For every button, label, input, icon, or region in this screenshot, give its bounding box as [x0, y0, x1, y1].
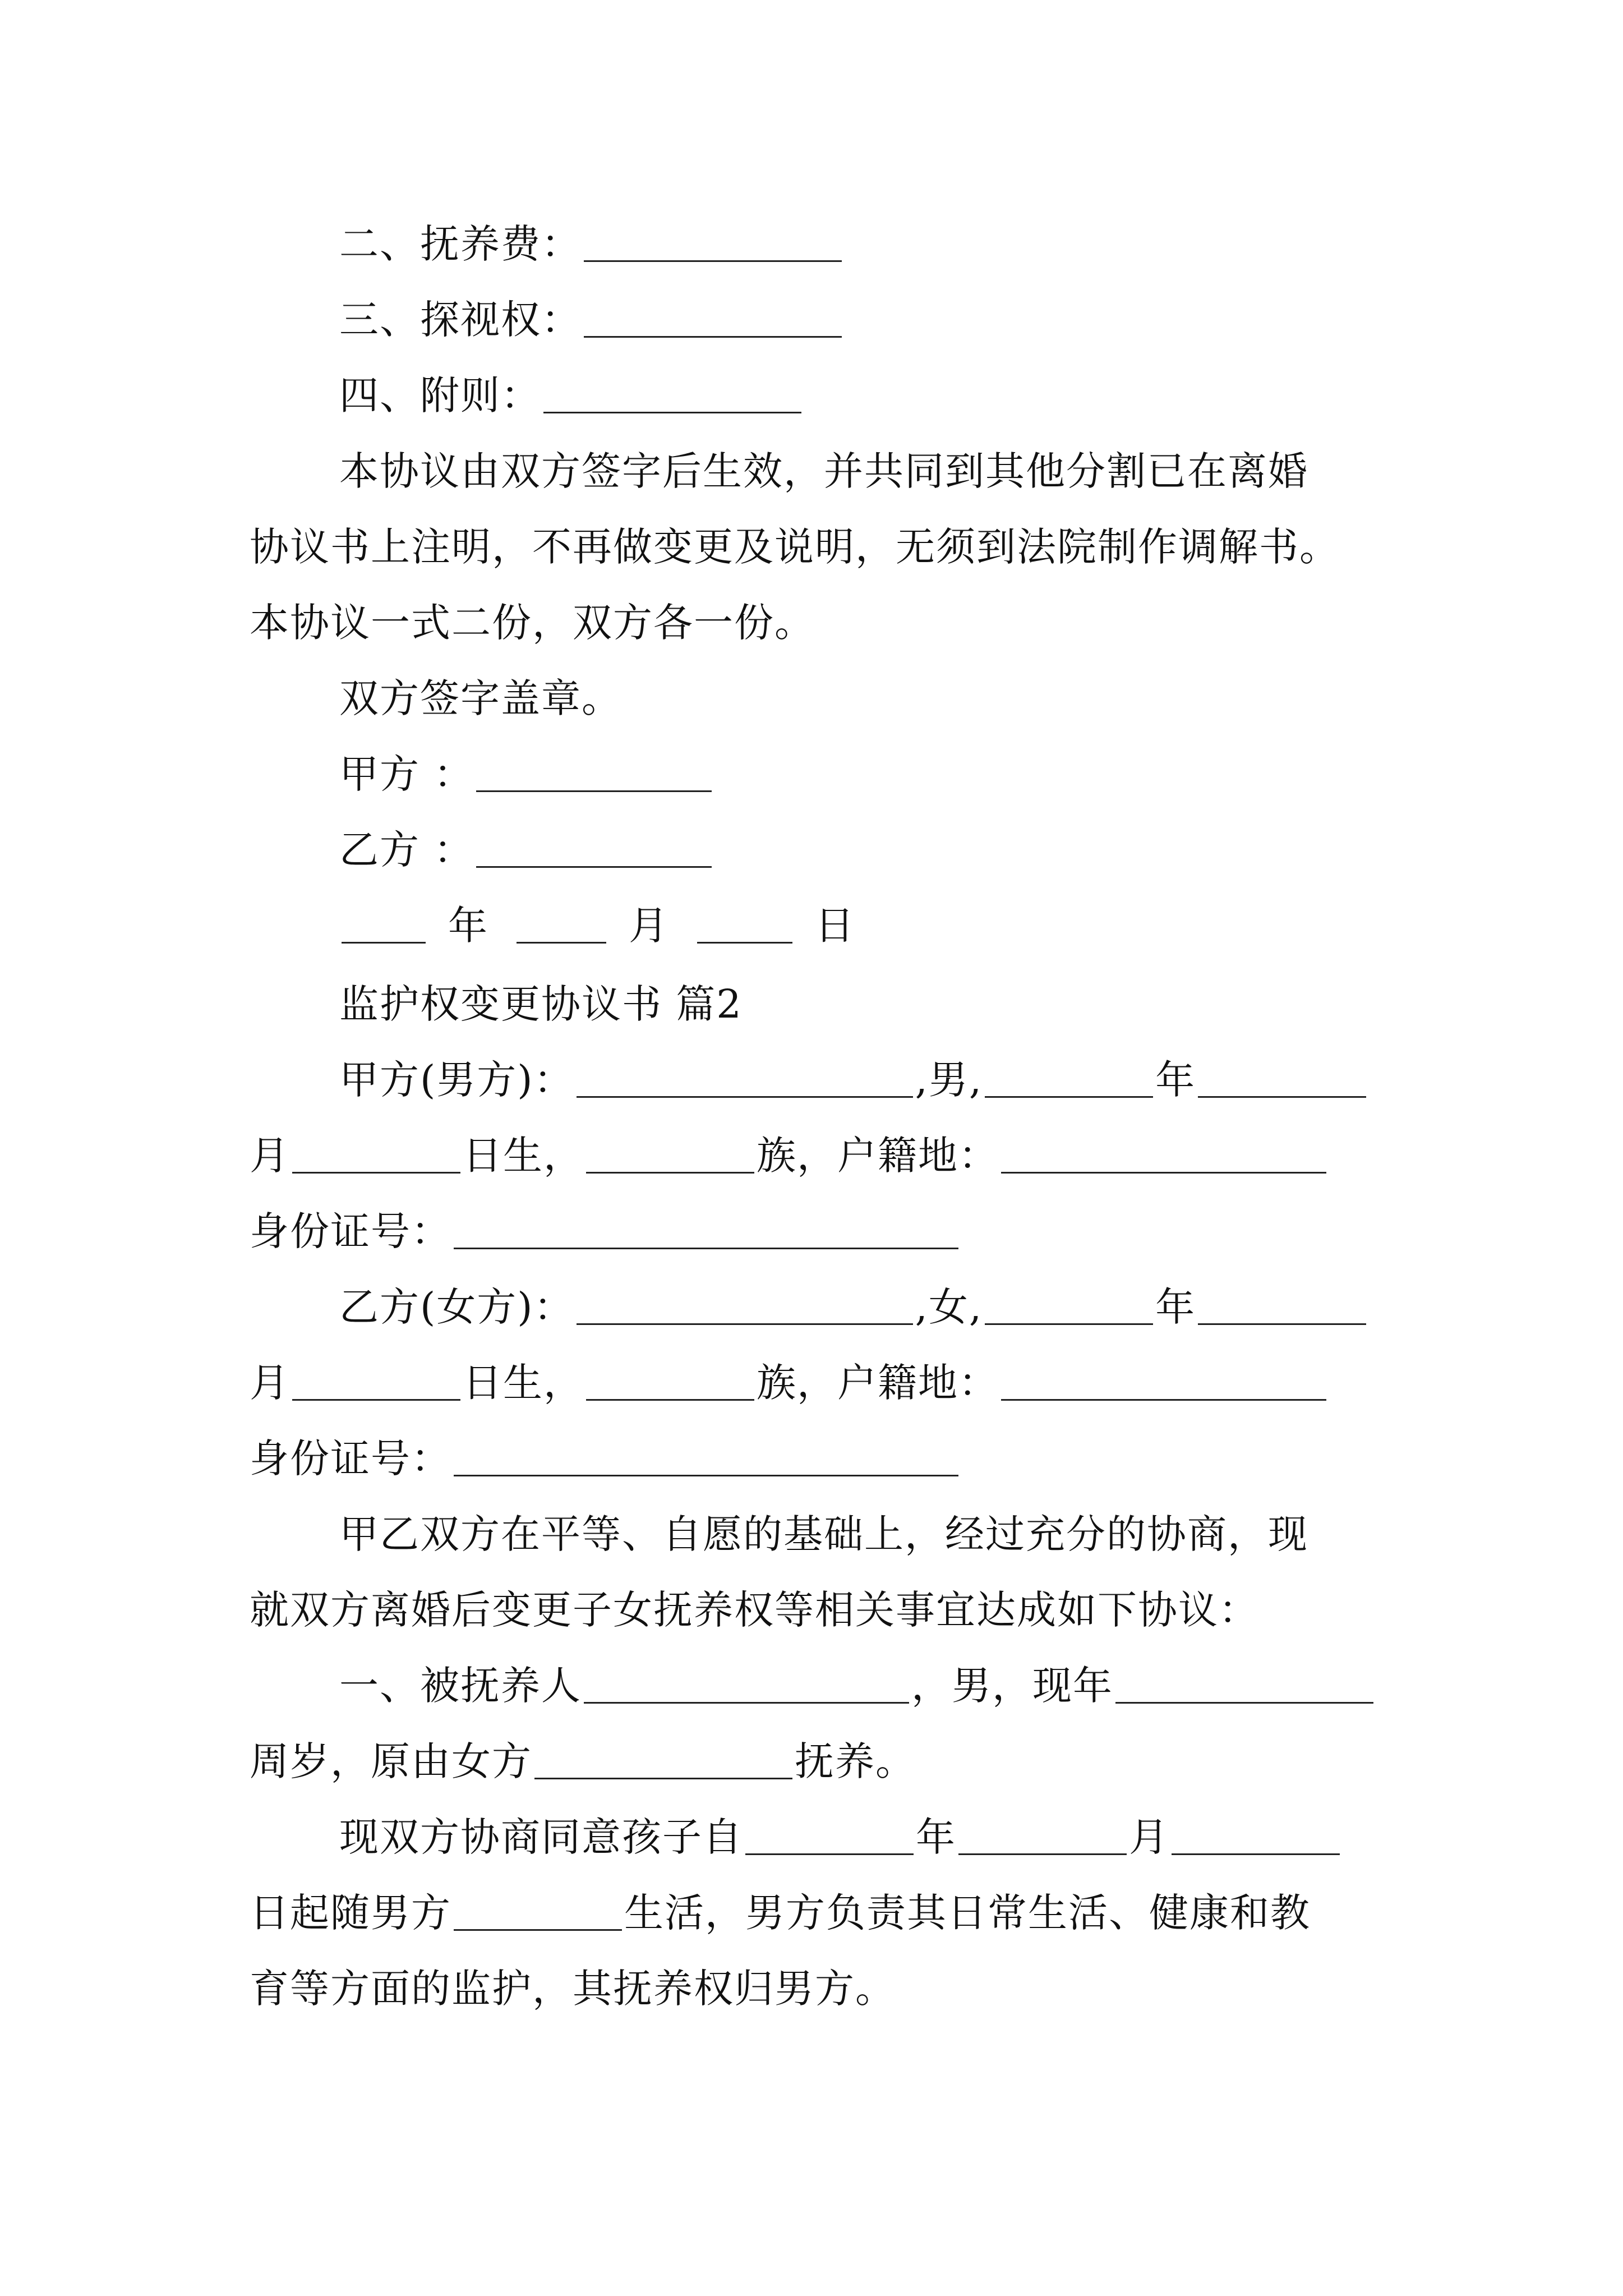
item1-age-label: ，男，现年: [911, 1663, 1113, 1709]
line-party-a: [339, 746, 1388, 802]
man-born-label: 日生，: [463, 1133, 584, 1179]
woman-ethnic-blank: [586, 1365, 754, 1401]
line-woman-id: [250, 1430, 1388, 1487]
woman-name-blank: [577, 1290, 913, 1325]
support-fee-label: 二、抚养费：: [339, 221, 582, 267]
man-residence-blank: [1001, 1138, 1326, 1174]
supplementary-label: 四、附则：: [339, 372, 541, 418]
woman-birth-day-blank: [292, 1365, 460, 1401]
paragraph-effect-line-2: 协议书上注明，不再做变更及说明，无须到法院制作调解书。: [250, 524, 1340, 570]
item1-raised-label: 抚养。: [795, 1738, 916, 1784]
party-b-label: 乙方 ：: [339, 827, 474, 873]
woman-ethnic-label: 族，户籍地：: [757, 1360, 999, 1406]
support-fee-blank: [584, 227, 842, 262]
man-name-blank: [577, 1062, 913, 1098]
line-item-1b: [250, 1733, 1388, 1789]
line-party-b: [339, 822, 1388, 878]
woman-id-label: 身份证号：: [250, 1435, 451, 1481]
visitation-blank: [584, 302, 842, 338]
woman-label: 乙方(女方)：: [339, 1284, 574, 1330]
paragraph-effect-line-3: 本协议一式二份，双方各一份。: [250, 600, 815, 646]
line-man-info-1: [339, 1052, 1388, 1108]
agreement-intro-line-2: 就双方离婚后变更子女抚养权等相关事宜达成如下协议：: [250, 1587, 1259, 1633]
man-birth-day-blank: [292, 1138, 460, 1174]
party-a-label: 甲方 ：: [339, 751, 474, 797]
man-id-blank: [454, 1214, 958, 1249]
line-now-1: [339, 1809, 1388, 1865]
line-now-3: 育等方面的监护，其抚养权归男方。: [250, 1966, 896, 2012]
now-month-blank: [958, 1820, 1127, 1855]
woman-year-label: 年: [1155, 1284, 1196, 1330]
party-b-blank: [476, 832, 712, 868]
woman-month-label: 月: [250, 1360, 290, 1406]
date-month-blank: [517, 908, 606, 944]
date-day-blank: [697, 908, 792, 944]
now-day-blank: [1172, 1820, 1340, 1855]
man-label: 甲方(男方)：: [339, 1057, 574, 1103]
date-year-blank: [342, 908, 426, 944]
man-id-label: 身份证号：: [250, 1208, 451, 1254]
man-month-label: 月: [250, 1133, 290, 1179]
now-intro: 现双方协商同意孩子自: [339, 1814, 743, 1860]
party-a-blank: [476, 757, 712, 792]
paragraph-effect-line-1: 本协议由双方签字后生效，并共同到其他分割已在离婚: [339, 448, 1308, 494]
woman-residence-blank: [1001, 1365, 1326, 1401]
line-supplementary: [339, 367, 1388, 424]
man-year-label: 年: [1155, 1057, 1196, 1103]
item1-age-blank: [1115, 1668, 1373, 1704]
man-birth-year-blank: [985, 1062, 1153, 1098]
now-father-blank: [454, 1895, 622, 1931]
visitation-label: 三、探视权：: [339, 297, 582, 343]
section-heading: 监护权变更协议书 篇2: [339, 981, 743, 1027]
line-now-2: [250, 1885, 1388, 1941]
man-birth-month-blank: [1198, 1062, 1366, 1098]
line-support-fee: [339, 216, 1388, 272]
now-year-label: 年: [916, 1814, 956, 1860]
woman-id-blank: [454, 1441, 958, 1476]
now-live-text: 生活，男方负责其日常生活、健康和教: [624, 1890, 1311, 1936]
line-woman-info-2: [250, 1355, 1388, 1411]
woman-birth-month-blank: [1198, 1290, 1366, 1325]
woman-sex: ,女,: [915, 1284, 983, 1330]
man-ethnic-label: 族，户籍地：: [757, 1133, 999, 1179]
now-year-blank: [745, 1820, 914, 1855]
line-man-info-2: [250, 1128, 1388, 1184]
item1-name-blank: [584, 1668, 909, 1704]
date-year-label: 年: [448, 903, 488, 949]
agreement-intro-line-1: 甲乙双方在平等、自愿的基础上，经过充分的协商，现: [339, 1511, 1308, 1557]
line-date: [339, 898, 1388, 954]
item1-mother-blank: [534, 1744, 792, 1779]
signature-note: 双方签字盖章。: [339, 675, 622, 721]
woman-birth-year-blank: [985, 1290, 1153, 1325]
supplementary-blank: [543, 378, 801, 413]
line-item-1a: [339, 1658, 1388, 1714]
item1-dependent-label: 一、被抚养人: [339, 1663, 582, 1709]
line-woman-info-1: [339, 1279, 1388, 1335]
woman-born-label: 日生，: [463, 1360, 584, 1406]
man-sex: ,男,: [915, 1057, 983, 1103]
man-ethnic-blank: [586, 1138, 754, 1174]
line-man-id: [250, 1203, 1388, 1259]
date-month-label: 月: [629, 903, 669, 949]
now-month-label: 月: [1129, 1814, 1169, 1860]
now-day-label: 日起随男方: [250, 1890, 451, 1936]
date-day-label: 日: [815, 903, 855, 949]
line-visitation: [339, 292, 1388, 348]
item1-years-label: 周岁，原由女方: [250, 1738, 532, 1784]
